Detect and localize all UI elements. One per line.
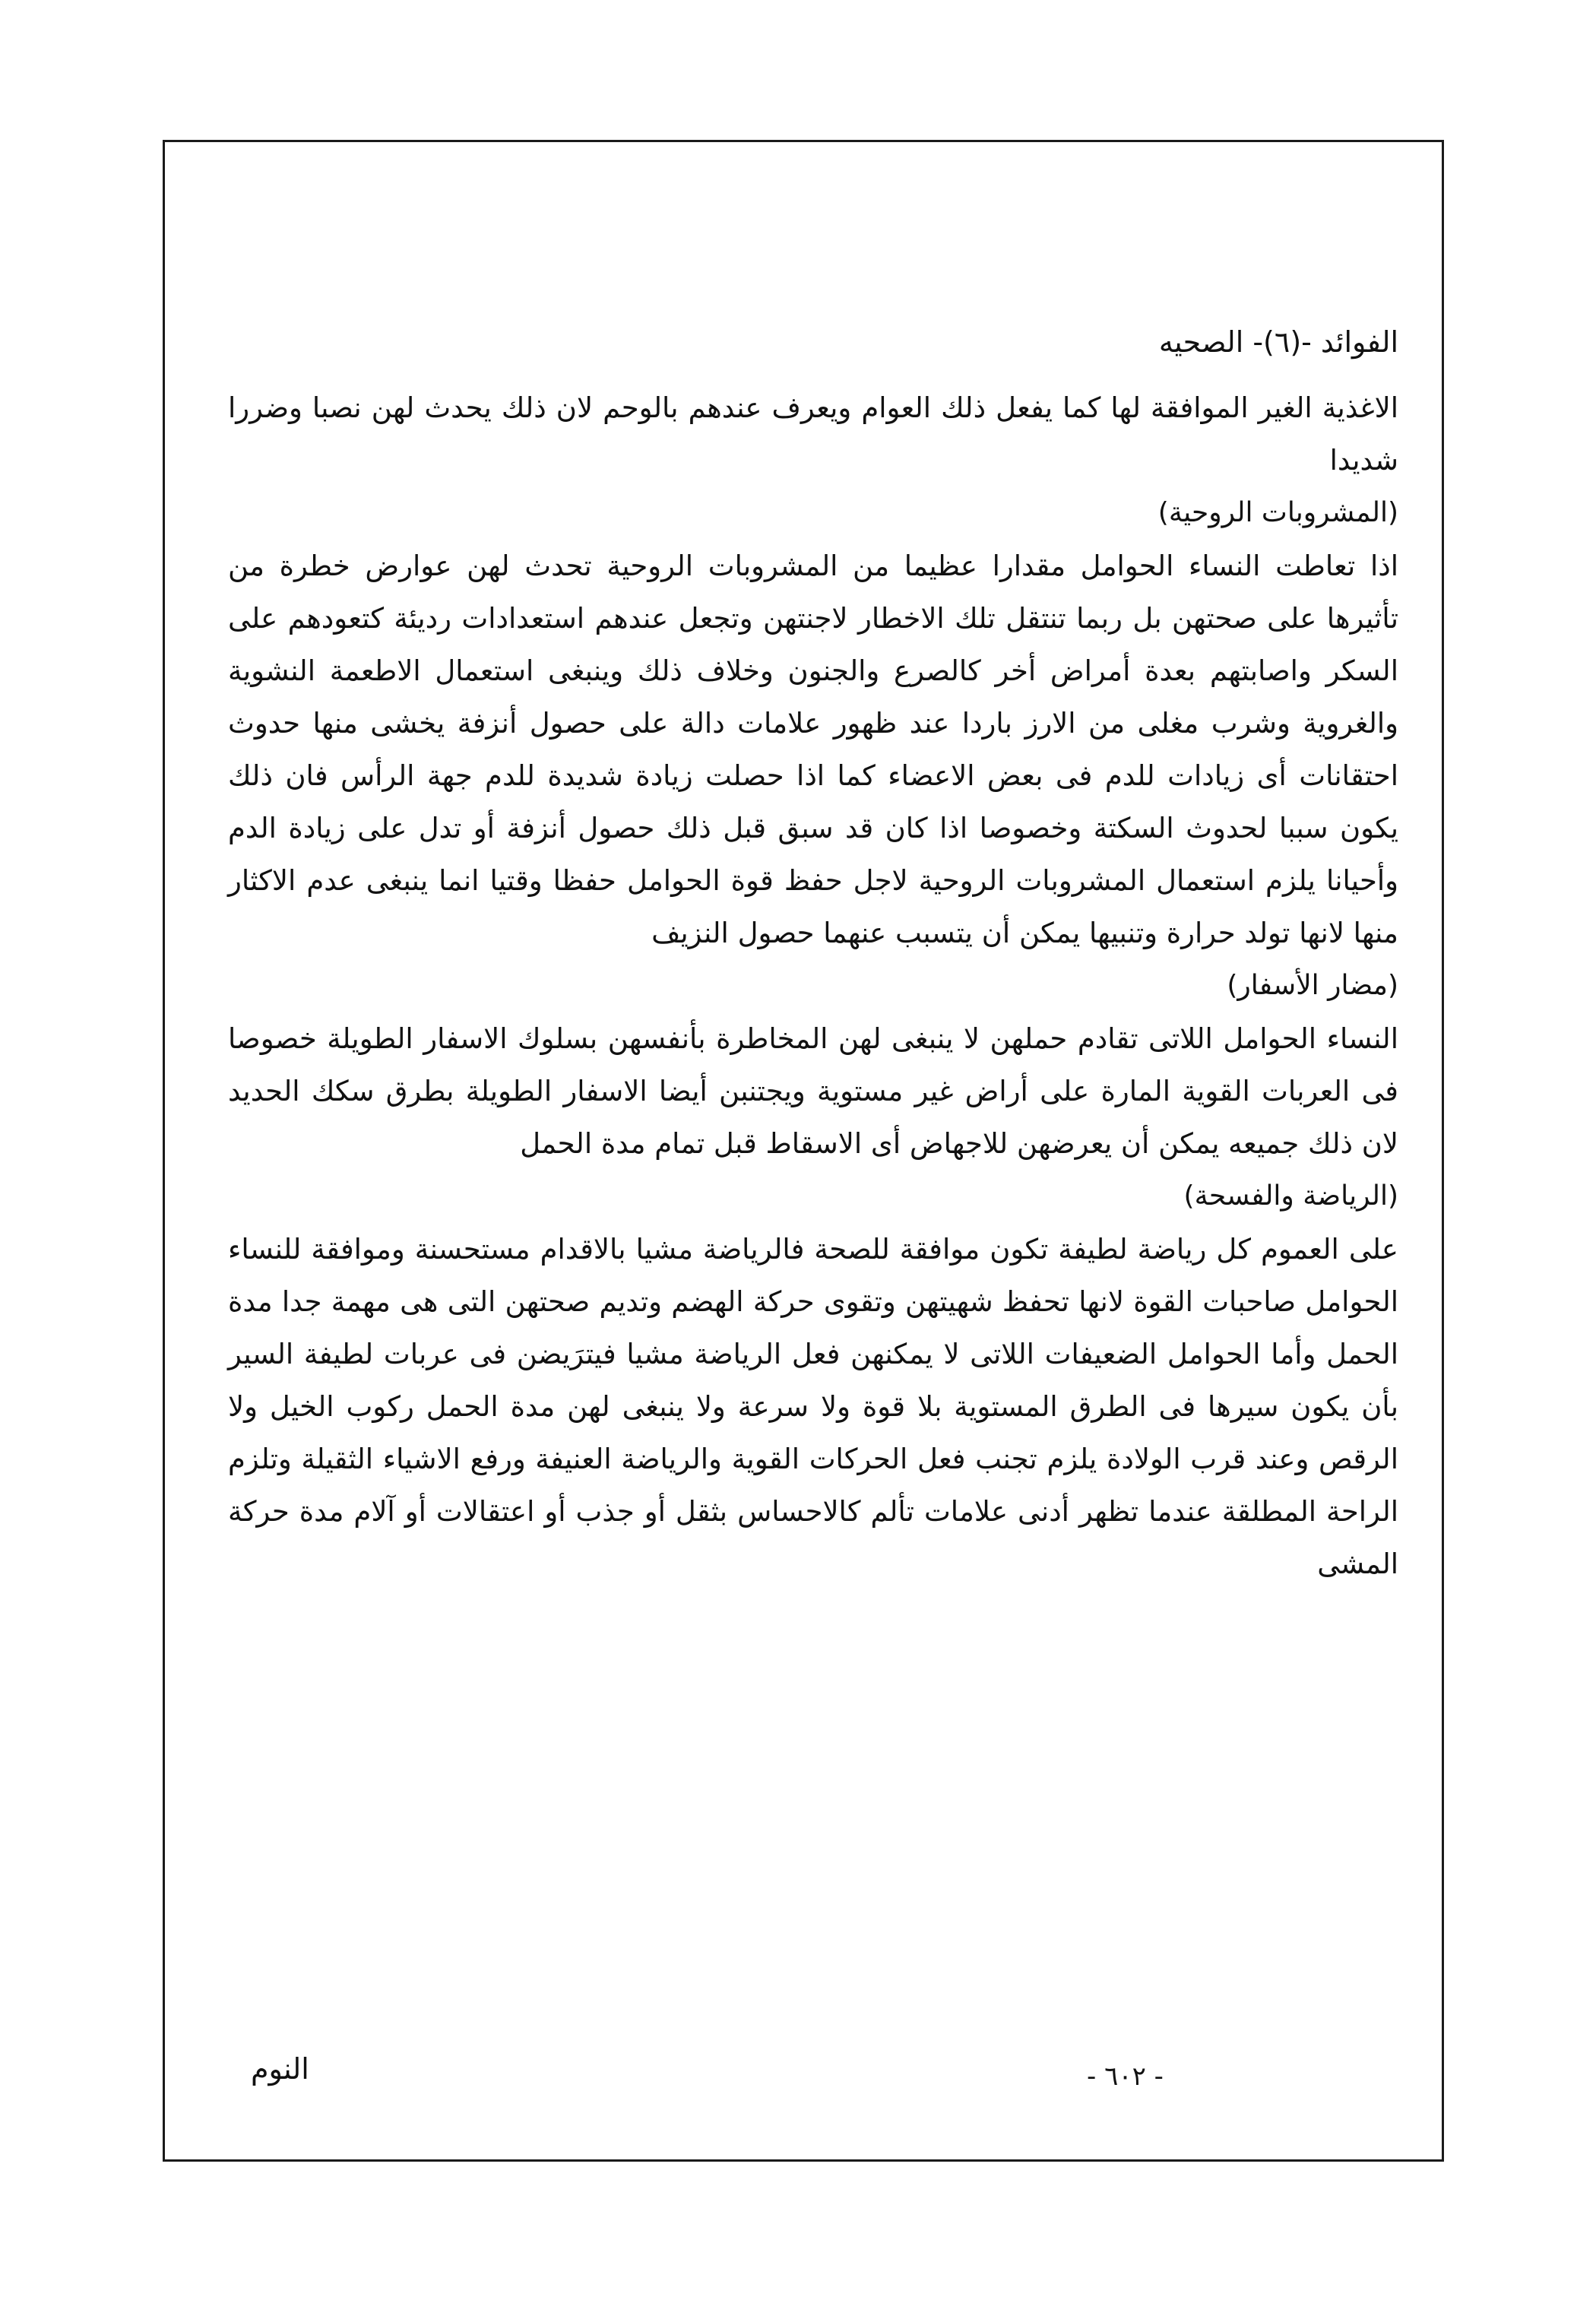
heading-spirituous-drinks: (المشروبات الروحية) (1157, 497, 1398, 528)
catchword: النوم (251, 2052, 309, 2086)
running-head: الفوائد -(٦)- الصحيه (1158, 325, 1398, 359)
paragraph-spirituous-drinks: اذا تعاطت النساء الحوامل مقدارا عظيما من المشروبات الروحية تحدث لهن عوارض خطرة من تأثيرها على صحتهن بل ربما تنتقل تلك الاخطار لاجنتهن وتجعل عندهم استعدادات رديئة كتعودهم على السكر واصابتهم بعدة أمراض أخر كالصرع والجنون وخلاف ذلك وينبغى استعمال الاطعمة النشوية والغروية وشرب مغلى من الارز باردا عند ظهور علامات دالة على حصول أنزفة يخشى منها حدوث احتقانات أى زيادات للدم فى بعض الاعضاء كما اذا حصلت زيادة شديدة للدم جهة الرأس فان ذلك يكون سببا لحدوث السكتة وخصوصا اذا كان قد سبق قبل ذلك حصول أنزفة أو تدل على زيادة الدم وأحيانا يلزم استعمال المشروبات الروحية لاجل حفظ قوة الحوامل حفظا وقتيا انما ينبغى عدم الاكثار منها لانها تولد حرارة وتنبيها يمكن أن يتسبب عنهما حصول النزيف (228, 550, 1398, 949)
paragraph-exercise: على العموم كل رياضة لطيفة تكون موافقة للصحة فالرياضة مشيا بالاقدام مستحسنة وموافقة للنساء الحوامل صاحبات القوة لانها تحفظ شهيتهن وتقوى حركة الهضم وتديم صحتهن التى هى مهمة جدا مدة الحمل وأما الحوامل الضعيفات اللاتى لا يمكنهن فعل الرياضة مشيا فيترَيضن فى عربات لطيفة السير بأن يكون سيرها فى الطرق المستوية بلا قوة ولا سرعة ولا ينبغى لهن مدة الحمل ركوب الخيل ولا الرقص وعند قرب الولادة يلزم تجنب فعل الحركات القوية والرياضة العنيفة ورفع الاشياء الثقيلة وتلزم الراحة المطلقة عندما تظهر أدنى علامات تألم كالاحساس بثقل أو جذب أو اعتقالات أو آلام مدة حركة المشى (228, 1233, 1398, 1580)
page-number: - ٦٠٢ - (1087, 2061, 1164, 2092)
heading-travel-harms: (مضار الأسفار) (1227, 970, 1398, 1001)
paragraph-continuation: الاغذية الغير الموافقة لها كما يفعل ذلك العوام ويعرف عندهم بالوحم لان ذلك يحدث لهن نصبا وضررا شديدا (228, 391, 1398, 477)
paragraph-travel-harms: النساء الحوامل اللاتى تقادم حملهن لا ينبغى لهن المخاطرة بأنفسهن بسلوك الاسفار الطويلة خصوصا فى العربات القوية المارة على أراض غير مستوية ويجتنبن أيضا الاسفار الطويلة بطرق سكك الحديد لان ذلك جميعه يمكن أن يعرضهن للاجهاض أى الاسقاط قبل تمام مدة الحمل (228, 1022, 1398, 1160)
heading-exercise: (الرياضة والفسحة) (1183, 1180, 1398, 1212)
page-content (228, 319, 1398, 1590)
